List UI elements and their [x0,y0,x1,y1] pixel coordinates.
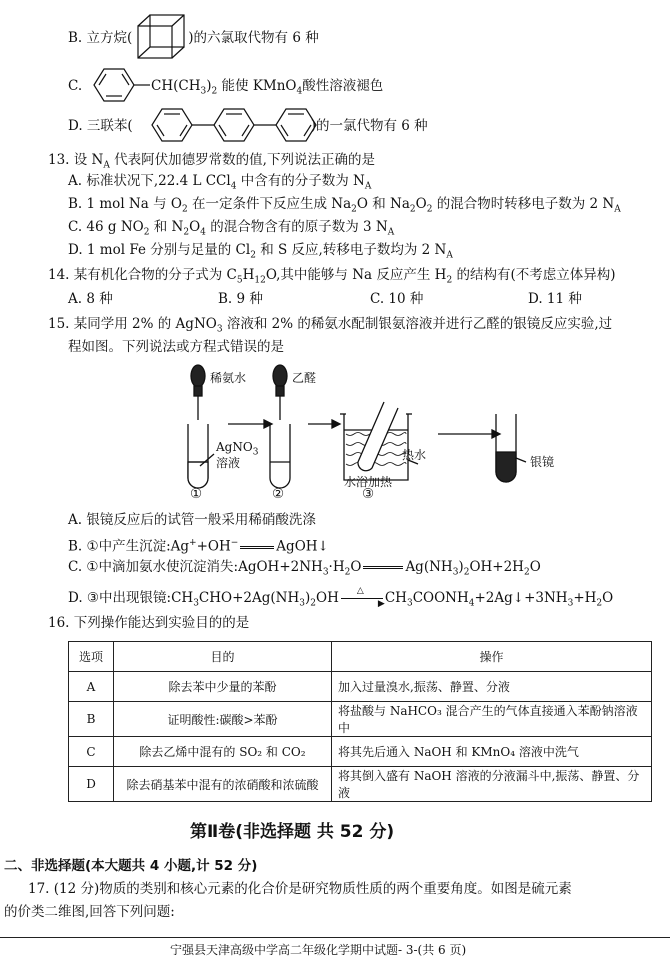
table-cell: 加入过量溴水,振荡、静置、分液 [332,672,652,702]
q13-option-c: C. 46 g $NO_2$ 和 $N_2O_4$ 的混合物含有的原子数为 3 $N_A$ [68,219,395,238]
table-cell: 将其倒入盛有 NaOH 溶液的分液漏斗中,振荡、静置、分液 [332,767,652,802]
q13-option-b: B. 1 mol Na 与 $O_2$ 在一定条件下反应生成 $Na_2O$ 和 $Na_2O_2$ 的混合物时转移电子数为 2 $N_A$ [68,196,621,215]
q15-stem-cont: 程如图。下列说法或方程式错误的是 [68,339,284,355]
q15-option-b: B. ①中产生沉淀:Ag++OH− AgOH↓ [68,538,329,555]
q14-option-c: C. 10 种 [370,291,424,307]
page-footer: 宁强县天津高级中学高二年级化学期中试题- 3-(共 6 页) [170,943,467,957]
label-silver-mirror: 银镜 [530,455,555,469]
table-row [69,672,652,702]
label-solution: 溶液 [216,456,241,470]
q13-option-a: A. 标准状况下,22.4 L CCl$_4$ 中含有的分子数为 $N_A$ [68,173,372,192]
table-cell: 将其先后通入 NaOH 和 KMnO₄ 溶液中洗气 [332,737,652,767]
q13-stem: 13. 设 $N_A$ 代表阿伏加德罗常数的值,下列说法正确的是 [48,152,375,171]
table-cell: 将盐酸与 NaHCO₃ 混合产生的气体直接通入苯酚钠溶液中 [332,702,652,737]
label-acetaldehyde: 乙醛 [292,371,317,385]
section-title: 第Ⅱ卷(非选择题 共 52 分) [190,822,395,842]
q14-option-d: D. 11 种 [528,291,582,307]
q17-stem-cont: 的价类二维图,回答下列问题: [4,904,175,920]
q16-table [68,641,652,802]
label-hot-water: 热水 [402,448,427,462]
q12-option-c-text: $CH(CH_3)_2$ 能使 KMnO$_4$酸性溶液褪色 [151,78,384,97]
step-number-1: ① [190,486,203,502]
table-header: 选项 [69,642,114,672]
table-cell: D [69,767,114,802]
benzene-ring-icon [90,66,150,104]
cube-structure [134,12,190,62]
step-number-3: ③ [362,486,375,502]
label-water-bath: 水浴加热 [344,475,393,489]
q15-option-a: A. 银镜反应后的试管一般采用稀硝酸洗涤 [68,512,316,528]
table-header: 目的 [114,642,332,672]
table-header-row [69,642,652,672]
q12-option-b: B. 立方烷( )的六氯取代物有 6 种 [68,30,319,46]
q17-stem: 17. (12 分)物质的类别和核心元素的化合价是研究物质性质的两个重要角度。如图是硫元素 [28,881,572,897]
footer-rule [0,937,670,938]
label-dilute-ammonia: 稀氨水 [210,371,247,385]
table-row [69,702,652,737]
section-heading: 二、非选择题(本大题共 4 小题,计 52 分) [4,858,258,874]
table-cell: 除去硝基苯中混有的浓硝酸和浓硫酸 [114,767,332,802]
table-cell: C [69,737,114,767]
q14-option-b: B. 9 种 [218,291,263,307]
table-row [69,767,652,802]
table-cell: 除去苯中少量的苯酚 [114,672,332,702]
table-header: 操作 [332,642,652,672]
table-cell: 除去乙烯中混有的 SO₂ 和 CO₂ [114,737,332,767]
label-agno3: AgNO$_3$ [216,440,259,458]
q14-stem: 14. 某有机化合物的分子式为 $C_5H_{12}O$,其中能够与 Na 反应产生 $H_2$ 的结构有(不考虑立体异构) [48,267,616,286]
table-row [69,737,652,767]
q13-option-d: D. 1 mol Fe 分别与足量的 $Cl_2$ 和 S 反应,转移电子数均为 2 $N_A$ [68,242,453,261]
q15-option-c: C. ①中滴加氨水使沉淀消失$:AgOH+2NH_3\cdot H_2O$ $Ag(NH_3)_2OH+2H_2O$ [68,559,541,578]
terphenyl-structure [150,106,328,144]
table-cell: B [69,702,114,737]
q15-stem: 15. 某同学用 2% 的 AgNO$_3$ 溶液和 2% 的稀氨水配制银氨溶液并进行乙醛的银镜反应实验,过 [48,316,613,335]
q15-option-d: D. ③中出现银镜$:CH_3CHO+2Ag(NH_3)_2OH$ △ ▶ $CH_3COONH_4+2Ag↓+3NH_3+H_2O$ [68,586,614,609]
table-cell: 证明酸性:碳酸>苯酚 [114,702,332,737]
table-cell: A [69,672,114,702]
q14-option-a: A. 8 种 [68,291,113,307]
q16-stem: 16. 下列操作能达到实验目的的是 [48,615,250,631]
q12-option-d: D. 三联苯( )的一氯代物有 6 种 [68,118,428,134]
step-number-2: ② [272,486,285,502]
q12-option-c: C. [68,78,83,94]
